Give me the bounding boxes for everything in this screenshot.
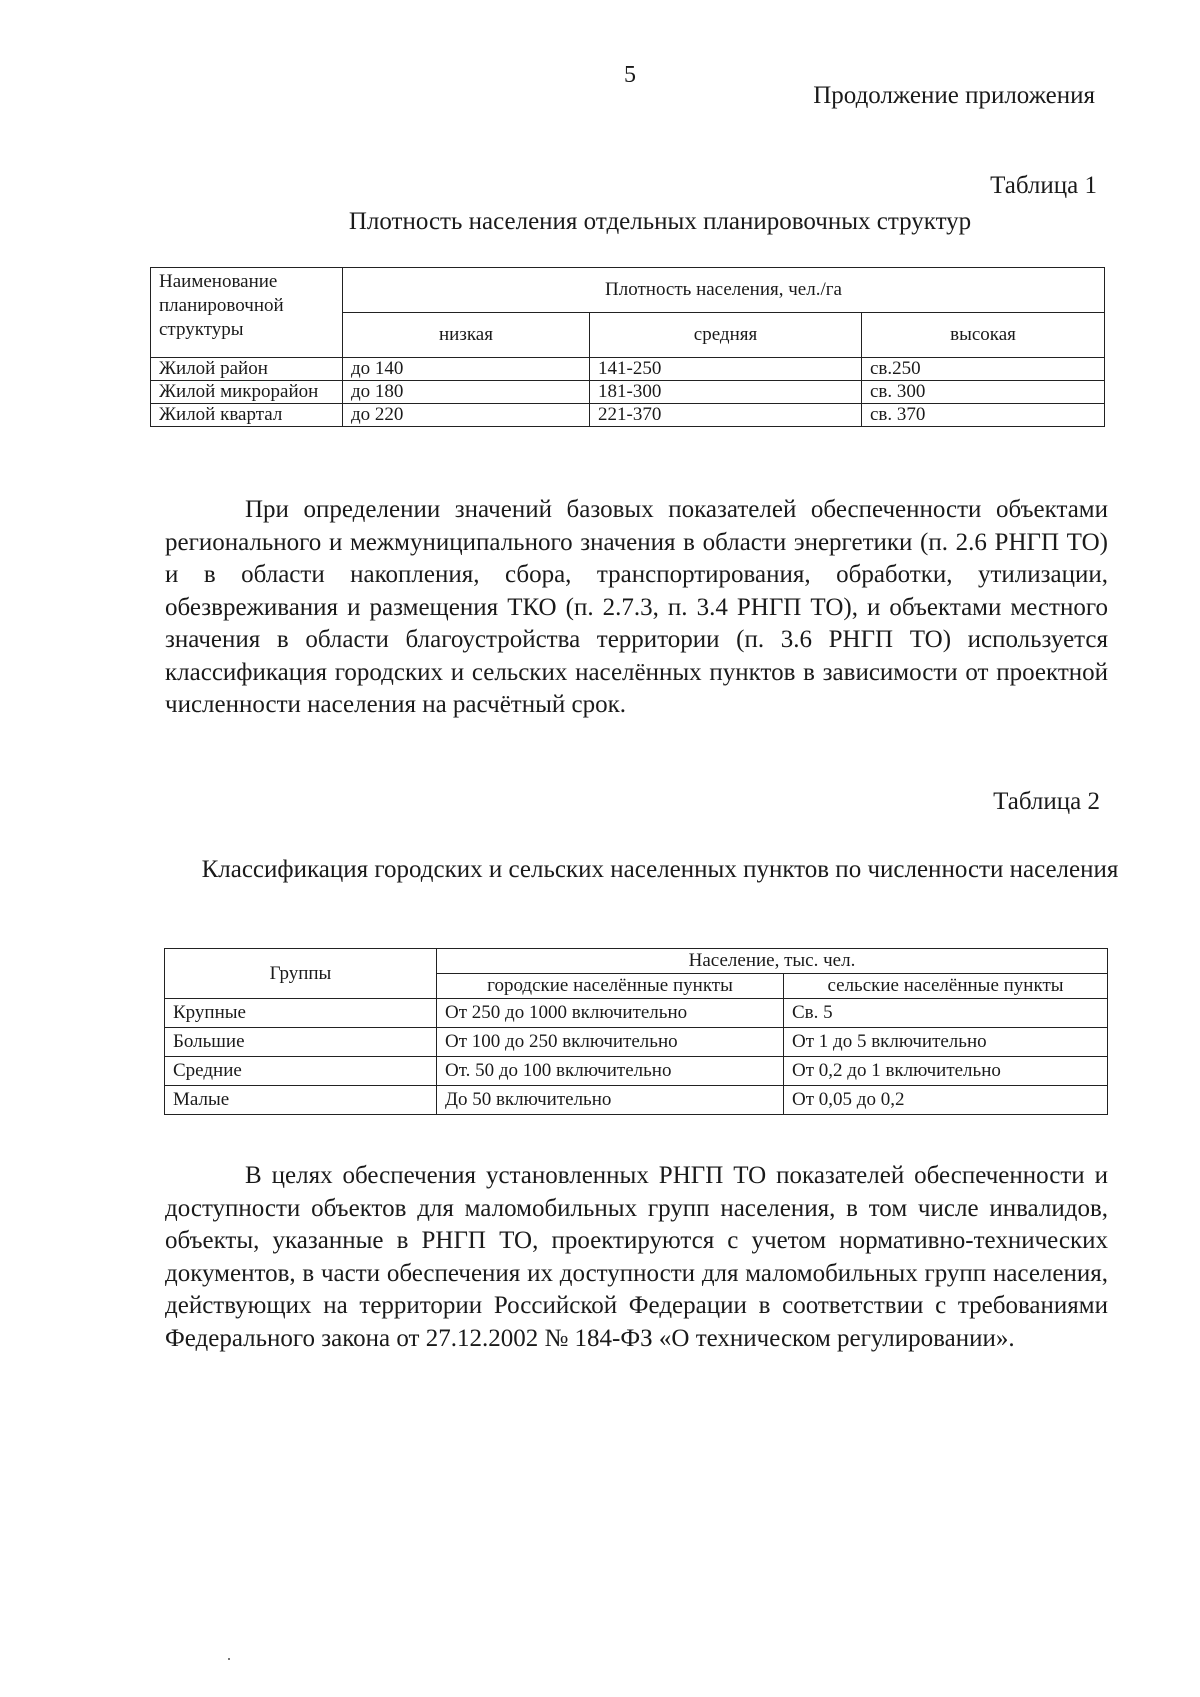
table-row	[165, 1086, 1108, 1115]
cell-high: св. 370	[862, 404, 1105, 427]
cell-medium: 221-370	[590, 404, 862, 427]
header-density-group: Плотность населения, чел./га	[343, 268, 1105, 313]
table1-title: Плотность населения отдельных планировочных структур	[348, 208, 972, 235]
table-row	[151, 404, 1105, 427]
cell-urban: От 250 до 1000 включительно	[437, 999, 784, 1028]
header-population: Население, тыс. чел.	[437, 949, 1108, 974]
continuation-note: Продолжение приложения	[813, 82, 1095, 109]
cell-low: до 220	[343, 404, 590, 427]
cell-rural: От 1 до 5 включительно	[784, 1028, 1108, 1057]
cell-group: Малые	[165, 1086, 437, 1115]
cell-group: Средние	[165, 1057, 437, 1086]
header-structure-name: Наименование планировочной структуры	[151, 268, 343, 358]
cell-rural: От 0,2 до 1 включительно	[784, 1057, 1108, 1086]
cell-rural: От 0,05 до 0,2	[784, 1086, 1108, 1115]
cell-urban: От 100 до 250 включительно	[437, 1028, 784, 1057]
cell-high: св.250	[862, 358, 1105, 381]
table-settlement-classification	[164, 948, 1108, 1115]
paragraph-classification-basis	[165, 494, 1108, 722]
table-header-row	[151, 268, 1105, 313]
header-medium: средняя	[590, 313, 862, 358]
cell-urban: От. 50 до 100 включительно	[437, 1057, 784, 1086]
scan-speck	[228, 1658, 230, 1660]
header-groups: Группы	[165, 949, 437, 999]
header-low: низкая	[343, 313, 590, 358]
table-row	[151, 358, 1105, 381]
header-urban: городские населённые пункты	[437, 974, 784, 999]
table-row	[165, 999, 1108, 1028]
cell-urban: До 50 включительно	[437, 1086, 784, 1115]
header-rural: сельские населённые пункты	[784, 974, 1108, 999]
cell-group: Крупные	[165, 999, 437, 1028]
cell-group: Большие	[165, 1028, 437, 1057]
paragraph-accessibility	[165, 1160, 1108, 1355]
cell-medium: 141-250	[590, 358, 862, 381]
paragraph-text: При определении значений базовых показателей обеспеченности объектами регионального и межмуниципального значения в области энергетики (п. 2.6 РНГП ТО) и в области накопления, сбора, транспортирования, обработки, утилизации, обезвреживания и размещения ТКО (п. 2.7.3, п. 3.4 РНГП ТО), и объектами местного значения в области благоустройства территории (п. 3.6 РНГП ТО) используется классификация городских и сельских населённых пунктов в зависимости от проектной численности населения на расчётный срок.	[165, 496, 1108, 718]
cell-name: Жилой квартал	[151, 404, 343, 427]
table-row	[151, 381, 1105, 404]
cell-low: до 180	[343, 381, 590, 404]
table-row	[165, 1028, 1108, 1057]
paragraph-text: В целях обеспечения установленных РНГП ТО показателей обеспеченности и доступности объектов для маломобильных групп населения, в том числе инвалидов, объекты, указанные в РНГП ТО, проектируются с учетом нормативно-технических документов, в части обеспечения их доступности для маломобильных групп населения, действующих на территории Российской Федерации в соответствии с требованиями Федерального закона от 27.12.2002 № 184-ФЗ «О техническом регулировании».	[165, 1162, 1108, 1352]
cell-low: до 140	[343, 358, 590, 381]
table2-label: Таблица 2	[993, 788, 1100, 815]
page-number: 5	[624, 62, 636, 88]
cell-name: Жилой район	[151, 358, 343, 381]
cell-medium: 181-300	[590, 381, 862, 404]
table-row	[165, 1057, 1108, 1086]
table1-label: Таблица 1	[990, 172, 1097, 199]
cell-high: св. 300	[862, 381, 1105, 404]
header-high: высокая	[862, 313, 1105, 358]
table-header-row	[165, 949, 1108, 974]
cell-rural: Св. 5	[784, 999, 1108, 1028]
table-population-density	[150, 267, 1105, 427]
table2-title: Классификация городских и сельских населенных пунктов по численности населения	[201, 856, 1119, 883]
cell-name: Жилой микрорайон	[151, 381, 343, 404]
